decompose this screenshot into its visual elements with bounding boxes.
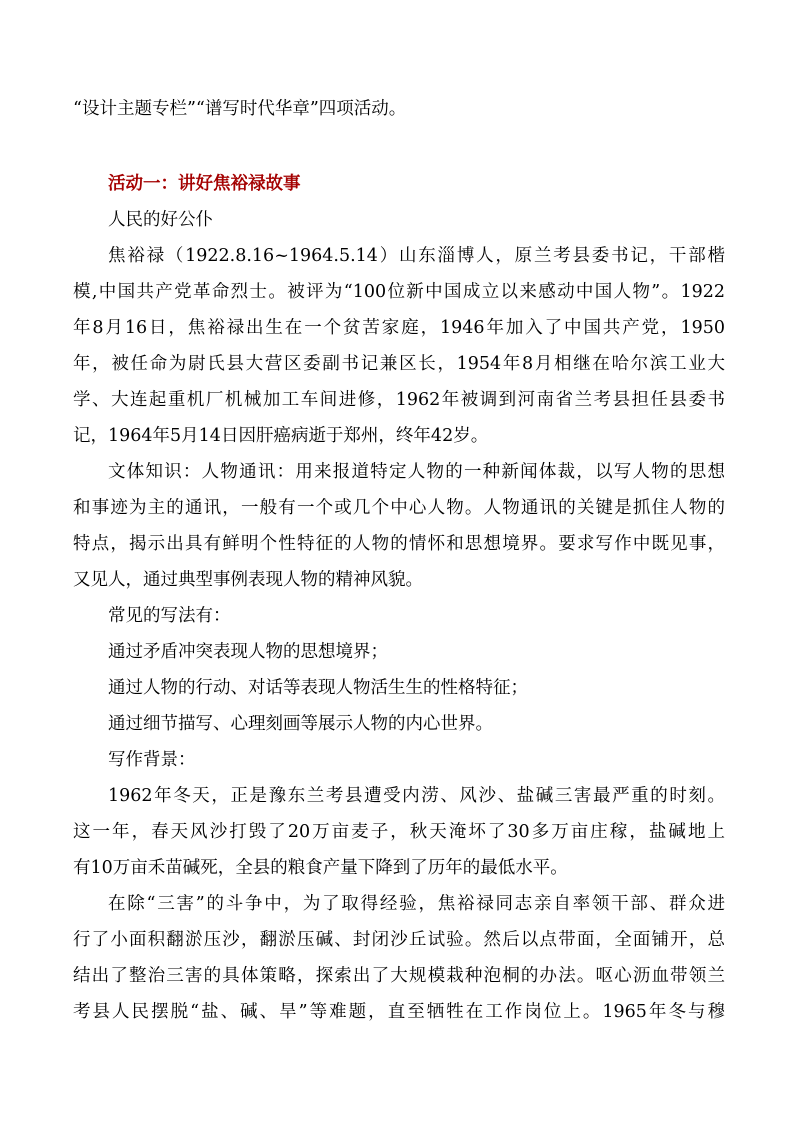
bio-line-5: 学、大连起重机厂机械加工车间进修，1962年被调到河南省兰考县担任县委书	[73, 390, 725, 410]
knowledge-line-1: 文体知识：人物通讯：用来报道特定人物的一种新闻体裁，以写人物的思想	[108, 462, 725, 482]
bio-line-6: 记，1964年5月14日因肝癌病逝于郑州，终年42岁。	[73, 426, 489, 446]
method-line-1: 通过矛盾冲突表现人物的思想境界；	[108, 642, 388, 662]
knowledge-line-2: 和事迹为主的通讯，一般有一个或几个中心人物。人物通讯的关键是抓住人物的	[73, 498, 725, 518]
bio-line-4: 年，被任命为尉氏县大营区委副书记兼区长，1954年8月相继在哈尔滨工业大	[73, 354, 725, 374]
knowledge-line-4: 又见人，通过典型事例表现人物的精神风貌。	[73, 570, 423, 590]
struggle-line-3: 结出了整治三害的具体策略，探索出了大规模栽种泡桐的办法。呕心沥血带领兰	[73, 966, 725, 986]
intro-line: “设计主题专栏”“谱写时代华章”四项活动。	[73, 99, 407, 119]
struggle-line-1: 在除“三害”的斗争中，为了取得经验，焦裕禄同志亲自率领干部、群众进	[108, 894, 725, 914]
struggle-line-4: 考县人民摆脱“盐、碱、旱”等难题，直至牺牲在工作岗位上。1965年冬与穆	[73, 1002, 725, 1022]
background-title: 写作背景：	[108, 750, 196, 770]
activity-heading: 活动一：讲好焦裕禄故事	[108, 174, 301, 194]
bio-line-1: 焦裕禄（1922.8.16~1964.5.14）山东淄博人，原兰考县委书记，干部楷	[108, 246, 725, 266]
struggle-line-2: 行了小面积翻淤压沙，翻淤压碱、封闭沙丘试验。然后以点带面，全面铺开，总	[73, 930, 725, 950]
subtitle: 人民的好公仆	[108, 210, 213, 230]
method-line-2: 通过人物的行动、对话等表现人物活生生的性格特征；	[108, 678, 528, 698]
background-line-1: 1962年冬天，正是豫东兰考县遭受内涝、风沙、盐碱三害最严重的时刻。	[108, 786, 725, 806]
background-line-2: 这一年，春天风沙打毁了20万亩麦子，秋天淹坏了30多万亩庄稼，盐碱地上	[73, 822, 725, 842]
background-line-3: 有10万亩禾苗碱死，全县的粮食产量下降到了历年的最低水平。	[73, 858, 568, 878]
bio-line-2: 模,中国共产党革命烈士。被评为“100位新中国成立以来感动中国人物”。1922	[73, 282, 725, 302]
bio-line-3: 年8月16日，焦裕禄出生在一个贫苦家庭，1946年加入了中国共产党，1950	[73, 318, 725, 338]
methods-title: 常见的写法有：	[108, 606, 231, 626]
method-line-3: 通过细节描写、心理刻画等展示人物的内心世界。	[108, 714, 493, 734]
knowledge-line-3: 特点，揭示出具有鲜明个性特征的人物的情怀和思想境界。要求写作中既见事，	[73, 534, 725, 554]
